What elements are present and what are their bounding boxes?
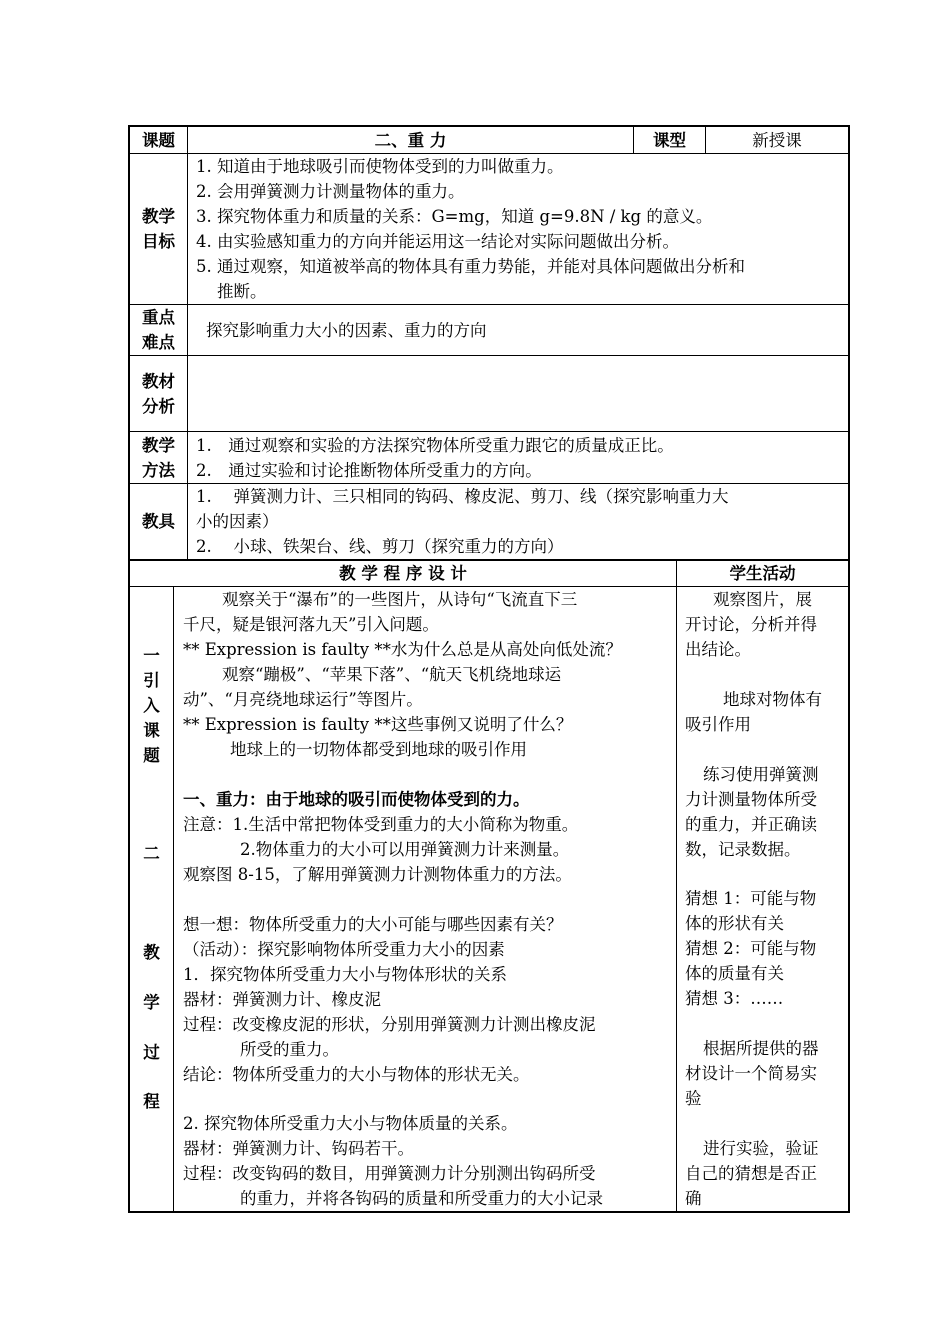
student-line: 观察图片，展 [713,590,813,609]
procedure-line: 1．探究物体所受重力大小与物体形状的关系 [183,965,507,984]
objective-item: 3. 探究物体重力和质量的关系：G=mg，知道 g=9.8N / kg 的意义。 [196,207,713,226]
student-line: 自己的猜想是否正 [685,1164,818,1183]
procedure-table [129,560,849,1212]
tools-label: 教具 [130,484,188,560]
objective-item: 1. 知道由于地球吸引而使物体受到的力叫做重力。 [196,157,564,176]
topic-value: 二、重 力 [188,127,634,154]
side-char: 过 [143,1043,160,1062]
procedure-line: 过程：改变钩码的数目，用弹簧测力计分别测出钩码所受 [183,1164,596,1183]
procedure-line: ** Expression is faulty **这些事例又说明了什么？ [183,715,573,734]
procedure-line: 观察关于“瀑布”的一些图片，从诗句“飞流直下三 [222,590,578,609]
type-label: 课型 [634,127,706,154]
student-line: 猜想 1：可能与物 [685,889,817,908]
type-value: 新授课 [706,127,849,154]
key-points-label: 重点难点 [130,305,188,356]
side-char: 二 [143,844,160,863]
objective-item: 2. 会用弹簧测力计测量物体的重力。 [196,182,465,201]
tool-item: 2. 小球、铁架台、线、剪刀（探究重力的方向） [196,537,564,556]
side-char: 题 [143,746,160,765]
side-char: 教 [143,943,160,962]
side-char: 学 [143,993,160,1012]
material-analysis-text [188,356,849,432]
student-line: 出结论。 [685,640,752,659]
topic-label: 课题 [130,127,188,154]
procedure-line: 观察“蹦极”、“苹果下落”、“航天飞机绕地球运 [222,665,562,684]
procedure-line: 2.物体重力的大小可以用弹簧测力计来测量。 [240,840,570,859]
student-line: 进行实验，验证 [703,1139,819,1158]
procedure-line: 观察图 8-15，了解用弹簧测力计测物体重力的方法。 [183,865,572,884]
student-line: 练习使用弹簧测 [703,765,819,784]
student-line: 力计测量物体所受 [685,790,818,809]
procedure-line: 器材：弹簧测力计、钩码若干。 [183,1139,414,1158]
tools-list [188,484,849,560]
procedure-side-labels [130,587,174,1212]
student-activity-title: 学生活动 [677,561,849,587]
student-line: 体的质量有关 [685,964,785,983]
objective-item: 5. 通过观察，知道被举高的物体具有重力势能，并能对具体问题做出分析和 [196,257,745,276]
procedure-line: 想一想：物体所受重力的大小可能与哪些因素有关？ [183,915,563,934]
side-char: 程 [143,1092,160,1111]
student-line: 开讨论，分析并得 [685,615,818,634]
side-char: 引 [143,671,160,690]
side-char: 一 [143,646,160,665]
procedure-line: 动”、“月亮绕地球运行”等图片。 [183,690,423,709]
procedure-line: 结论：物体所受重力的大小与物体的形状无关。 [183,1065,530,1084]
methods-list [188,432,849,484]
student-line: 的重力，并正确读 [685,815,818,834]
procedure-line: 过程：改变橡皮泥的形状，分别用弹簧测力计测出橡皮泥 [183,1015,596,1034]
procedure-content [174,587,677,1212]
procedure-line: 器材：弹簧测力计、橡皮泥 [183,990,381,1009]
student-line: 地球对物体有 [723,690,823,709]
student-line: 体的形状有关 [685,914,785,933]
procedure-line: 注意：1.生活中常把物体受到重力的大小简称为物重。 [183,815,579,834]
objectives-label: 教学目标 [130,154,188,305]
methods-label: 教学方法 [130,432,188,484]
student-line: 吸引作用 [685,715,752,734]
side-char: 课 [143,721,160,740]
tool-item: 1. 弹簧测力计、三只相同的钩码、橡皮泥、剪刀、线（探究影响重力大 [196,487,729,506]
procedure-line: （活动）：探究影响物体所受重力大小的因素 [183,940,505,959]
method-item: 1. 通过观察和实验的方法探究物体所受重力跟它的质量成正比。 [196,435,674,455]
procedure-line: 2. 探究物体所受重力大小与物体质量的关系。 [183,1114,518,1133]
procedure-line: 地球上的一切物体都受到地球的吸引作用 [230,740,527,759]
material-analysis-label: 教材分析 [130,356,188,432]
method-item: 2. 通过实验和讨论推断物体所受重力的方向。 [196,460,542,480]
lesson-info-table [129,126,849,560]
student-line: 根据所提供的器 [703,1039,819,1058]
student-line: 猜想 2：可能与物 [685,939,817,958]
procedure-line: 一、重力：由于地球的吸引而使物体受到的力。 [183,790,530,809]
key-points-text: 探究影响重力大小的因素、重力的方向 [188,305,849,356]
side-char: 入 [143,696,160,715]
tool-item: 小的因素） [196,512,279,531]
procedure-title: 教 学 程 序 设 计 [130,561,677,587]
student-activity-content [677,587,849,1212]
student-line: 数，记录数据。 [685,840,801,859]
objectives-list [188,154,849,305]
objective-item: 4. 由实验感知重力的方向并能运用这一结论对实际问题做出分析。 [196,232,679,251]
objective-item: 推断。 [217,282,267,301]
procedure-line: 千尺，疑是银河落九天”引入问题。 [183,615,439,634]
student-line: 确 [685,1189,702,1208]
procedure-line: ** Expression is faulty **水为什么总是从高处向低处流？ [183,640,622,659]
procedure-line: 的重力，并将各钩码的质量和所受重力的大小记录 [240,1189,603,1208]
student-line: 验 [685,1089,702,1108]
student-line: 猜想 3：…… [685,989,784,1008]
student-line: 材设计一个简易实 [685,1064,818,1083]
procedure-line: 所受的重力。 [240,1040,339,1059]
